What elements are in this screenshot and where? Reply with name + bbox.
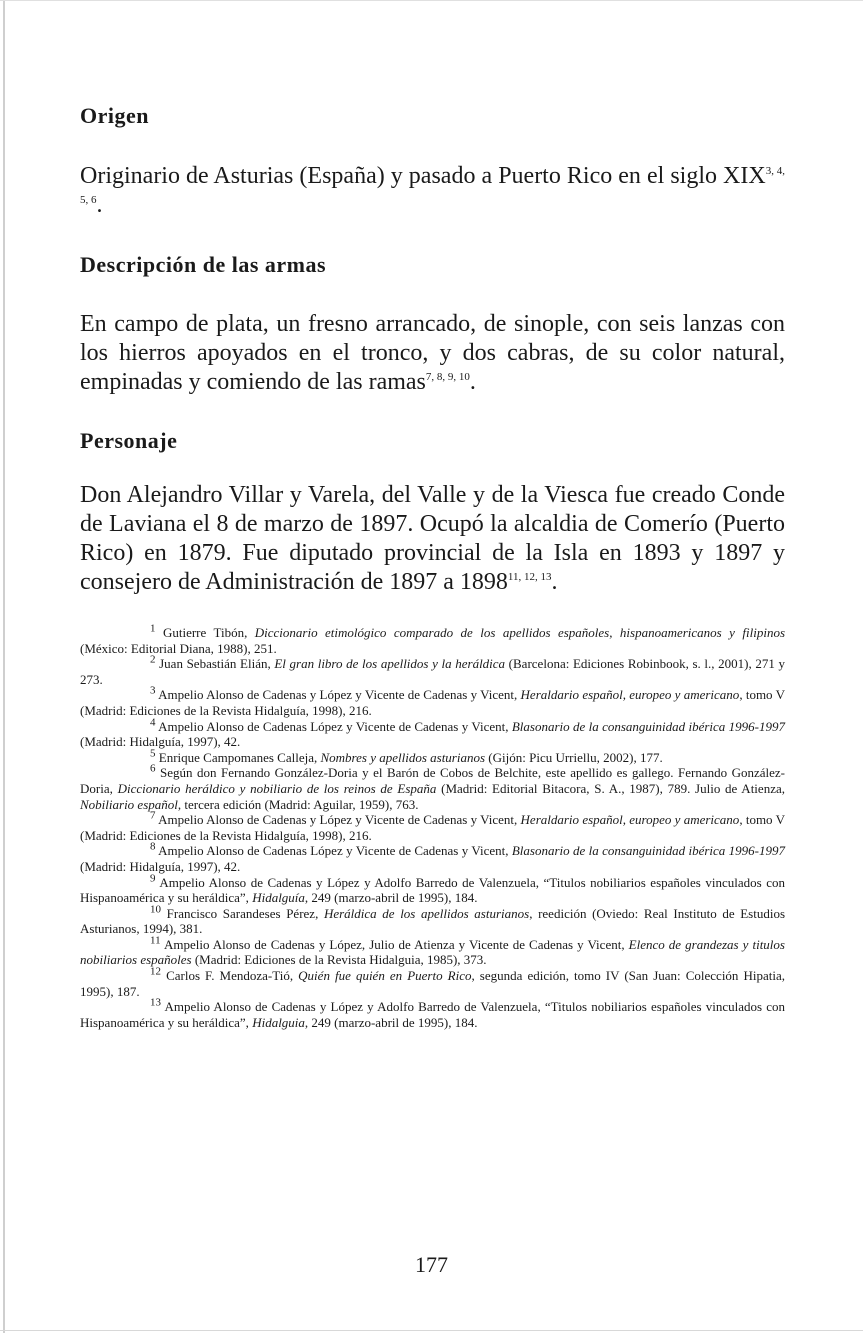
footnote-1 [80,622,786,656]
footnote-indent [80,656,150,671]
footnote-title: Elenco de grandezas y titulos nobiliarios españoles [80,936,785,968]
footnote-text: (Madrid: Ediciones de la Revista Hidalguia, 1985), 373. [191,952,487,968]
section-origen [80,103,785,129]
footnote-number: 2 [150,653,156,666]
footnote-13 [80,996,785,1030]
section-personaje [80,428,785,454]
footnote-indent [80,750,150,765]
footnote-text: , reedición (Oviedo: Real Instituto de Estudios Asturianos, 1994), 381. [80,905,786,937]
footnote-number: 1 [150,622,156,635]
origen-paragraph: Originario de Asturias (España) y pasado a Puerto Rico en el siglo XIX$^{3, 4, 5, 6}$. [80,163,786,218]
footnote-text: Ampelio Alonso de Cadenas y López, Julio de Atienza y Vicente de Cadenas y Vicent, [163,936,629,952]
page-edge-top [0,0,863,1]
footnote-text: , tomo V (Madrid: Ediciones de la Revista Hidalguía, 1998), 216. [80,812,785,843]
personaje-refs: 11, 12, 13 [507,571,552,583]
footnote-indent [80,719,150,734]
footnote-12 [80,965,786,999]
origen-block [80,162,785,220]
footnote-number: 4 [150,716,156,729]
footnote-text: , tomo V (Madrid: Ediciones de la Revista Hidalguía, 1998), 216. [80,687,785,718]
footnote-2 [80,653,785,687]
footnote-number: 9 [150,872,156,885]
footnote-number: 3 [150,685,156,698]
footnote-title: Heráldica de los apellidos asturianos [323,905,530,921]
footnote-title: Heraldario español, europeo y americano [520,812,740,828]
page-edge-left [3,0,5,1333]
page-number: 177 [415,1252,448,1277]
footnote-text: (Madrid: Hidalguía, 1997), 42. [80,858,241,874]
footnote-text: (Barcelona: Ediciones Robinbook, s. l., 2001), 271 y 273. [80,656,785,687]
footnote-indent [80,906,150,921]
footnote-number: 11 [150,934,161,947]
footnote-text: (Gijón: Picu Urriellu, 2002), 177. [485,749,663,765]
footnote-indent [80,812,150,827]
footnote-text: , 249 (marzo-abril de 1995), 184. [304,890,478,906]
footnote-title: Hidalguía [252,890,305,906]
footnote-indent [80,968,150,983]
footnote-9 [80,872,785,906]
footnote-number: 8 [150,840,156,853]
footnote-title: Quién fue quién en Puerto Rico [298,968,472,984]
footnote-text: Enrique Campomanes Calleja, [158,749,321,765]
footnote-indent [80,843,150,858]
personaje-text: Don Alejandro Villar y Varela, del Valle y de la Viesca fue creado Conde de Laviana el 8 de marzo de 1897. Ocupó la alcaldia de Comerío (Puerto Rico) en 1879. Fue diputado provincial de la Isla en 1893 y 1897 y consejero de Administración de 1897 a 1898 [80,482,785,595]
footnote-indent [80,625,150,640]
heading-origen: Origen [80,103,149,128]
footnote-text: (México: Editorial Diana, 1988), 251. [80,640,277,656]
descripcion-block [80,310,785,397]
footnote-text: Ampelio Alonso de Cadenas y López y Vicente de Cadenas y Vicent, [158,687,521,703]
footnote-10 [80,903,786,937]
footnote-number: 13 [150,996,161,1009]
descripcion-refs: 7, 8, 9, 10 [425,371,470,383]
footnote-number: 6 [150,763,156,776]
footnote-number: 7 [150,809,156,822]
footnote-text: Ampelio Alonso de Cadenas y López y Adolfo Barredo de Valenzuela, “Titulos nobiliarios españoles vinculados con Hispanoamérica y su heráldica”, [80,874,785,906]
footnote-text: (Madrid: Hidalguía, 1997), 42. [80,734,241,750]
personaje-block [80,481,785,597]
descripcion-text: En campo de plata, un fresno arrancado, de sinople, con seis lanzas con los hierros apoyados en el tronco, y dos cabras, de su color natural, empinadas y comiendo de las ramas [80,311,785,395]
footnote-text: Juan Sebastián Elián, [159,656,275,672]
footnote-indent [80,687,150,702]
footnote-number: 10 [150,903,161,916]
footnote-3 [80,687,785,718]
footnote-text: Francisco Sarandeses Pérez, [166,905,324,921]
footnote-indent [80,875,150,890]
footnote-title: El gran libro de los apellidos y la heráldica [274,656,506,672]
footnote-text: , segunda edición, tomo IV (San Juan: Colección Hipatia, 1995), 187. [80,968,786,999]
footnote-title: Diccionario heráldico y nobiliario de los reinos de España [117,780,437,796]
footnote-title: Nobiliario español [80,796,178,812]
footnotes [80,622,786,1030]
footnote-text: (Madrid: Editorial Bitacora, S. A., 1987), 789. Julio de Atienza, [436,780,785,796]
descripcion-paragraph: En campo de plata, un fresno arrancado, de sinople, con seis lanzas con los hierros apoyados en el tronco, y dos cabras, de su color natural, empinadas y comiendo de las ramas$^{7, 8, 9, 10}$. [80,311,785,395]
footnote-indent [80,765,150,780]
footnote-title: Blasonario de la consanguinidad ibérica 1996-1997 [511,843,785,859]
footnote-8 [80,840,785,874]
footnote-title: Blasonario de la consanguinidad ibérica 1996-1997 [511,718,785,734]
footnote-6 [80,765,785,812]
footnote-number: 5 [150,747,156,760]
footnote-indent [80,937,150,952]
heading-personaje: Personaje [80,428,178,453]
footnote-indent [80,999,150,1014]
origen-refs: 3, 4, 5, 6 [80,165,786,206]
footnote-text: , tercera edición (Madrid: Aguilar, 1959), 763. [177,796,419,812]
footnote-title: Diccionario etimológico comparado de los apellidos españoles, hispanoamericanos y filipinos [254,625,786,640]
personaje-paragraph: Don Alejandro Villar y Varela, del Valle y de la Viesca fue creado Conde de Laviana el 8 de marzo de 1897. Ocupó la alcaldia de Comerío (Puerto Rico) en 1879. Fue diputado provincial de la Isla en 1893 y 1897 y consejero de Administración de 1897 a 1898$^{11, 12, 13}$. [80,482,785,595]
origen-text: Originario de Asturias (España) y pasado a Puerto Rico en el siglo XIX [80,163,766,189]
footnote-4 [80,716,785,750]
footnote-text: , 249 (marzo-abril de 1995), 184. [304,1014,478,1030]
footnote-text: Ampelio Alonso de Cadenas López y Vicente de Cadenas y Vicent, [158,718,512,734]
footnote-title: Hidalguia [252,1014,305,1030]
footnote-title: Nombres y apellidos asturianos [320,749,486,765]
footnote-title: Heraldario español, europeo y americano [520,687,740,703]
footnote-7 [80,809,785,843]
footnote-11 [80,934,785,968]
footnote-text: Según don Fernando González-Doria y el Barón de Cobos de Belchite, este apellido es gallego. Fernando González-Doria, [80,765,785,796]
footnote-text: Carlos F. Mendoza-Tió, [166,968,299,984]
heading-descripcion: Descripción de las armas [80,252,327,277]
footnote-number: 12 [150,965,161,978]
section-descripcion [80,252,785,278]
page-edge-bottom [0,1330,863,1331]
footnote-text: Ampelio Alonso de Cadenas y López y Vicente de Cadenas y Vicent, [158,812,521,828]
footnote-text: Ampelio Alonso de Cadenas López y Vicente de Cadenas y Vicent, [158,843,512,859]
footnote-text: Ampelio Alonso de Cadenas y López y Adolfo Barredo de Valenzuela, “Titulos nobiliarios españoles vinculados con Hispanoamérica y su heráldica”, [80,999,785,1030]
footnote-5 [80,747,785,766]
footnote-text: Gutierre Tibón, [162,625,255,640]
